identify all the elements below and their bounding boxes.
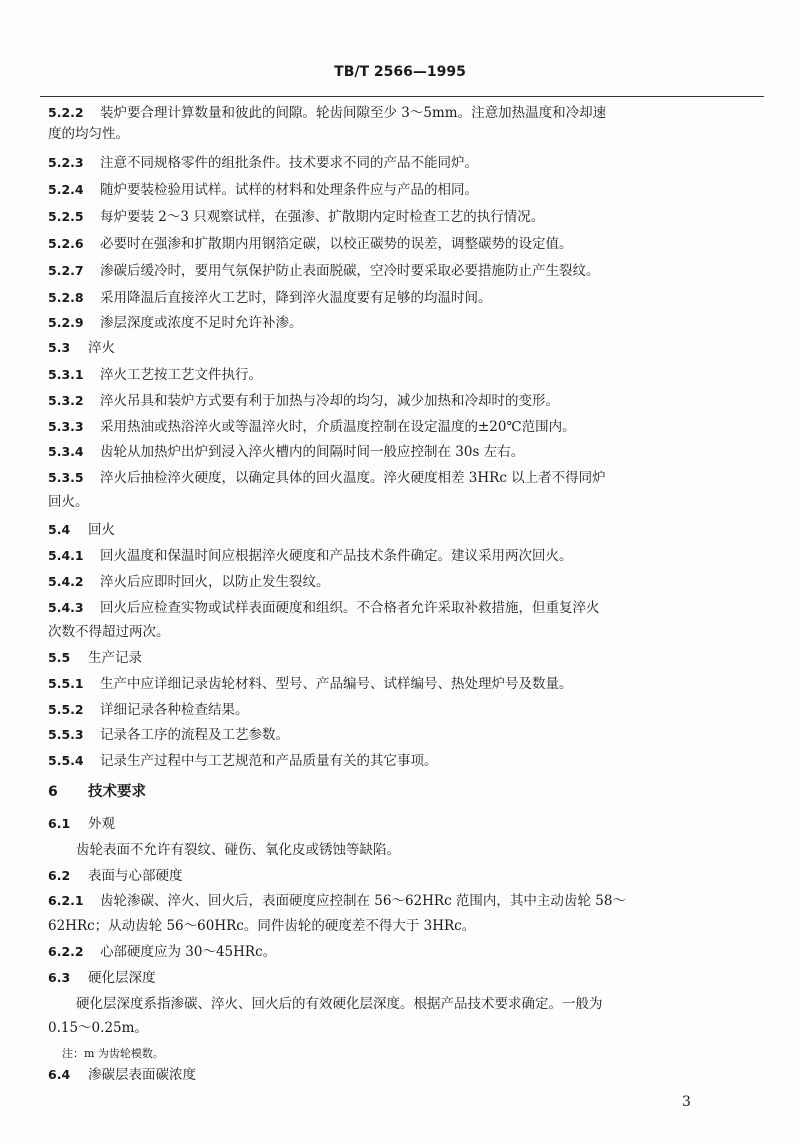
clause-text: 注意不同规格零件的组批条件。技术要求不同的产品不能同炉。 bbox=[100, 155, 478, 171]
section-title: 技术要求 bbox=[88, 783, 146, 800]
clause-number: 5.4.3 bbox=[48, 600, 84, 615]
clause-5-3-3 bbox=[48, 417, 576, 437]
clause-number: 6.2.2 bbox=[48, 944, 84, 959]
section-title: 回火 bbox=[88, 522, 115, 538]
note bbox=[62, 1044, 164, 1064]
clause-text: 必要时在强渗和扩散期内用钢箔定碳，以校正碳势的误差，调整碳势的设定值。 bbox=[100, 236, 573, 252]
section-title: 表面与心部硬度 bbox=[88, 868, 183, 884]
paragraph bbox=[76, 994, 603, 1014]
clause-number: 5.3.4 bbox=[48, 444, 84, 459]
clause-number: 5.2.4 bbox=[48, 182, 84, 197]
clause-5-2-3 bbox=[48, 153, 478, 173]
clause-5-4-3 bbox=[48, 598, 600, 618]
clause-number: 5.2.3 bbox=[48, 155, 84, 170]
clause-number: 5.3.1 bbox=[48, 367, 84, 382]
clause-5-2-4 bbox=[48, 180, 478, 200]
clause-text: 齿轮渗碳、淬火、回火后，表面硬度应控制在 56～62HRc 范围内，其中主动齿轮 58～ bbox=[100, 893, 626, 909]
clause-5-3-5 bbox=[48, 468, 606, 488]
clause-text: 回火。 bbox=[48, 494, 89, 510]
clause-continuation bbox=[48, 622, 170, 642]
section-number: 5.5 bbox=[48, 650, 71, 665]
clause-text: 度的均匀性。 bbox=[48, 126, 129, 142]
clause-text: 渗层深度或浓度不足时允许补渗。 bbox=[100, 315, 303, 331]
page-number: 3 bbox=[682, 1094, 691, 1110]
section-number: 6.2 bbox=[48, 868, 71, 883]
clause-continuation bbox=[48, 492, 89, 512]
clause-text: 淬火后应即时回火，以防止发生裂纹。 bbox=[100, 574, 330, 590]
clause-5-2-7 bbox=[48, 261, 600, 281]
clause-text: 渗碳后缓冷时，要用气氛保护防止表面脱碳，空冷时要采取必要措施防止产生裂纹。 bbox=[100, 263, 600, 279]
section-number: 5.3 bbox=[48, 340, 71, 355]
clause-text: 62HRc；从动齿轮 56～60HRc。同件齿轮的硬度差不得大于 3HRc。 bbox=[48, 918, 476, 934]
clause-text: 采用热油或热浴淬火或等温淬火时，介质温度控制在设定温度的±20℃范围内。 bbox=[100, 419, 576, 435]
section-5-4-heading bbox=[48, 520, 115, 540]
clause-number: 5.5.1 bbox=[48, 676, 84, 691]
paragraph-text: 齿轮表面不允许有裂纹、碰伤、氧化皮或锈蚀等缺陷。 bbox=[76, 842, 400, 858]
section-title: 生产记录 bbox=[88, 650, 142, 666]
clause-text: 回火后应检查实物或试样表面硬度和组织。不合格者允许采取补救措施，但重复淬火 bbox=[100, 600, 600, 616]
section-5-5-heading bbox=[48, 648, 142, 668]
clause-6-2-1 bbox=[48, 891, 626, 911]
section-number: 6.1 bbox=[48, 816, 71, 831]
clause-5-3-4 bbox=[48, 442, 524, 462]
section-6-2-heading bbox=[48, 866, 183, 886]
clause-text: 装炉要合理计算数量和彼此的间隙。轮齿间隙至少 3～5mm。注意加热温度和冷却速 bbox=[100, 105, 607, 121]
clause-text: 随炉要装检验用试样。试样的材料和处理条件应与产品的相同。 bbox=[100, 182, 478, 198]
section-number: 6 bbox=[48, 784, 58, 800]
section-6-1-heading bbox=[48, 814, 115, 834]
clause-number: 5.3.5 bbox=[48, 470, 84, 485]
clause-5-3-1 bbox=[48, 365, 262, 385]
clause-continuation bbox=[48, 124, 129, 144]
paragraph-continuation bbox=[48, 1018, 148, 1038]
clause-number: 5.5.4 bbox=[48, 753, 84, 768]
paragraph-text: 硬化层深度系指渗碳、淬火、回火后的有效硬化层深度。根据产品技术要求确定。一般为 bbox=[76, 996, 603, 1012]
clause-5-5-2 bbox=[48, 700, 249, 720]
clause-number: 5.2.7 bbox=[48, 263, 84, 278]
clause-6-2-2 bbox=[48, 942, 276, 962]
clause-number: 6.2.1 bbox=[48, 893, 84, 908]
clause-number: 5.3.2 bbox=[48, 393, 84, 408]
section-title: 硬化层深度 bbox=[88, 970, 156, 986]
header-rule bbox=[40, 96, 764, 97]
clause-text: 淬火后抽检淬火硬度，以确定具体的回火温度。淬火硬度相差 3HRc 以上者不得同炉 bbox=[100, 470, 606, 486]
section-number: 6.4 bbox=[48, 1067, 71, 1082]
clause-text: 回火温度和保温时间应根据淬火硬度和产品技术条件确定。建议采用两次回火。 bbox=[100, 548, 573, 564]
clause-text: 次数不得超过两次。 bbox=[48, 624, 170, 640]
clause-number: 5.2.5 bbox=[48, 209, 84, 224]
clause-5-4-1 bbox=[48, 546, 573, 566]
section-6-3-heading bbox=[48, 968, 156, 988]
clause-5-2-2 bbox=[48, 103, 606, 123]
section-title: 渗碳层表面碳浓度 bbox=[88, 1067, 196, 1083]
section-6-heading bbox=[48, 782, 146, 802]
clause-5-5-4 bbox=[48, 751, 438, 771]
clause-text: 淬火工艺按工艺文件执行。 bbox=[100, 367, 262, 383]
clause-number: 5.3.3 bbox=[48, 419, 84, 434]
clause-text: 淬火吊具和装炉方式要有利于加热与冷却的均匀，减少加热和冷却时的变形。 bbox=[100, 393, 559, 409]
section-number: 6.3 bbox=[48, 970, 71, 985]
clause-text: 详细记录各种检查结果。 bbox=[100, 702, 249, 718]
paragraph bbox=[76, 840, 400, 860]
clause-text: 齿轮从加热炉出炉到浸入淬火槽内的间隔时间一般应控制在 30s 左右。 bbox=[100, 444, 525, 460]
clause-number: 5.5.3 bbox=[48, 727, 84, 742]
clause-number: 5.2.8 bbox=[48, 290, 84, 305]
clause-text: 生产中应详细记录齿轮材料、型号、产品编号、试样编号、热处理炉号及数量。 bbox=[100, 676, 573, 692]
clause-continuation bbox=[48, 916, 475, 936]
section-title: 外观 bbox=[88, 816, 115, 832]
clause-5-4-2 bbox=[48, 572, 330, 592]
clause-text: 记录生产过程中与工艺规范和产品质量有关的其它事项。 bbox=[100, 753, 438, 769]
section-title: 淬火 bbox=[88, 340, 115, 356]
paragraph-text: 0.15～0.25m。 bbox=[48, 1020, 148, 1036]
clause-number: 5.4.2 bbox=[48, 574, 84, 589]
clause-number: 5.4.1 bbox=[48, 548, 84, 563]
clause-5-3-2 bbox=[48, 391, 559, 411]
clause-text: 每炉要装 2～3 只观察试样，在强渗、扩散期内定时检查工艺的执行情况。 bbox=[100, 209, 545, 225]
section-5-3-heading bbox=[48, 338, 115, 358]
section-6-4-heading bbox=[48, 1065, 196, 1085]
clause-text: 心部硬度应为 30～45HRc。 bbox=[100, 944, 277, 960]
section-number: 5.4 bbox=[48, 522, 71, 537]
clause-number: 5.2.6 bbox=[48, 236, 84, 251]
clause-5-2-8 bbox=[48, 288, 492, 308]
note-text: 注：m 为齿轮模数。 bbox=[62, 1047, 164, 1060]
clause-5-5-3 bbox=[48, 725, 289, 745]
clause-text: 采用降温后直接淬火工艺时，降到淬火温度要有足够的均温时间。 bbox=[100, 290, 492, 306]
document-header: TB/T 2566—1995 bbox=[334, 64, 466, 80]
clause-number: 5.2.9 bbox=[48, 315, 84, 330]
clause-5-2-5 bbox=[48, 207, 544, 227]
clause-text: 记录各工序的流程及工艺参数。 bbox=[100, 727, 289, 743]
clause-number: 5.5.2 bbox=[48, 702, 84, 717]
clause-number: 5.2.2 bbox=[48, 105, 84, 120]
clause-5-2-9 bbox=[48, 313, 303, 333]
clause-5-5-1 bbox=[48, 674, 573, 694]
clause-5-2-6 bbox=[48, 234, 573, 254]
